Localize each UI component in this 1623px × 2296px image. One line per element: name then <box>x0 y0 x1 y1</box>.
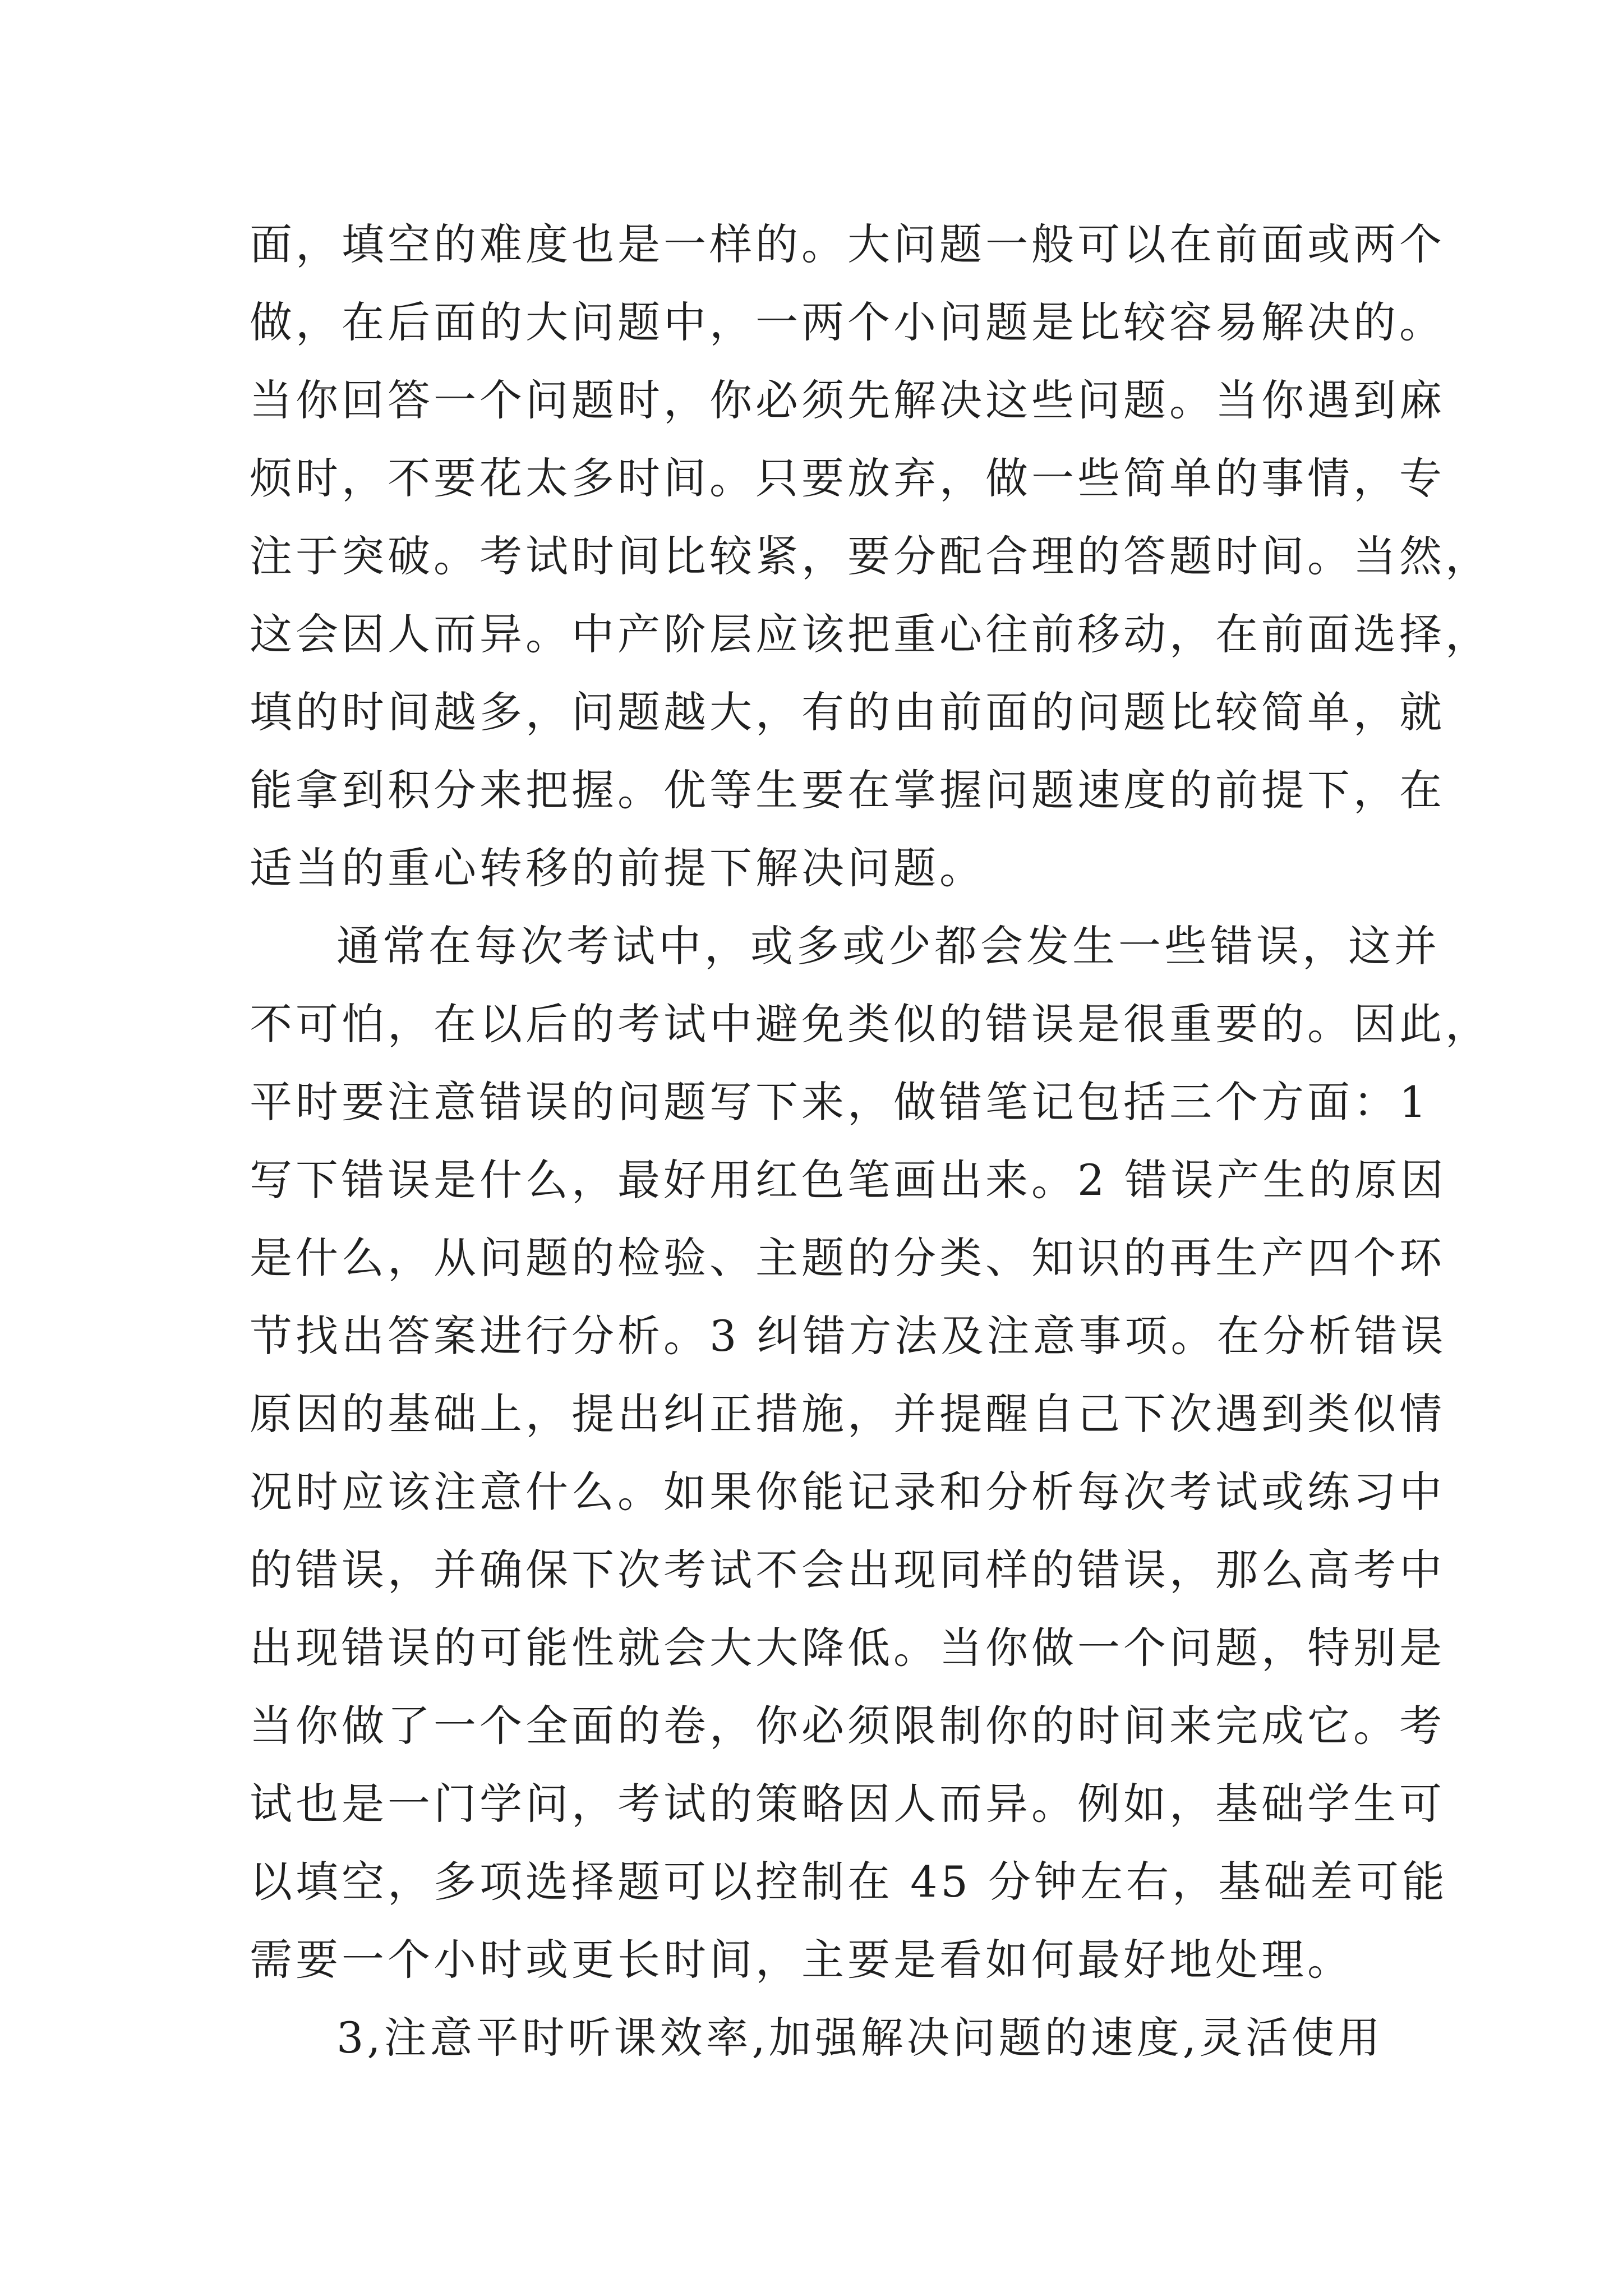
paragraph-1-line-1: 面，填空的难度也是一样的。大问题一般可以在前面或两个 <box>250 219 1445 269</box>
paragraph-1-line-3: 当你回答一个问题时，你必须先解决这些问题。当你遇到麻 <box>250 375 1445 425</box>
paragraph-2-line-9: 的错误，并确保下次考试不会出现同样的错误，那么高考中 <box>250 1545 1445 1595</box>
paragraph-2-line-11: 当你做了一个全面的卷，你必须限制你的时间来完成它。考 <box>250 1701 1445 1751</box>
paragraph-2-line-10: 出现错误的可能性就会大大降低。当你做一个问题，特别是 <box>250 1623 1445 1673</box>
paragraph-1-line-6: 这会因人而异。中产阶层应该把重心往前移动，在前面选择， <box>250 609 1491 659</box>
paragraph-2-line-6: 节找出答案进行分析。3 纠错方法及注意事项。在分析错误 <box>250 1311 1447 1361</box>
paragraph-2-line-2: 不可怕，在以后的考试中避免类似的错误是很重要的。因此， <box>250 999 1491 1049</box>
paragraph-2-line-13: 以填空，多项选择题可以控制在 45 分钟左右，基础差可能 <box>250 1857 1449 1907</box>
paragraph-2-line-8: 况时应该注意什么。如果你能记录和分析每次考试或练习中 <box>250 1467 1445 1517</box>
paragraph-2-line-12: 试也是一门学问，考试的策略因人而异。例如，基础学生可 <box>250 1779 1445 1829</box>
paragraph-2-line-4: 写下错误是什么，最好用红色笔画出来。2 错误产生的原因 <box>250 1155 1447 1205</box>
paragraph-1-line-5: 注于突破。考试时间比较紧，要分配合理的答题时间。当然， <box>250 531 1491 581</box>
paragraph-2-line-14: 需要一个小时或更长时间，主要是看如何最好地处理。 <box>250 1935 1353 1985</box>
paragraph-1-line-2: 做，在后面的大问题中，一两个小问题是比较容易解决的。 <box>250 297 1445 347</box>
paragraph-1-line-9: 适当的重心转移的前提下解决问题。 <box>250 843 985 893</box>
paragraph-2-line-3: 平时要注意错误的问题写下来，做错笔记包括三个方面：1 <box>250 1077 1430 1127</box>
paragraph-1-line-8: 能拿到积分来把握。优等生要在掌握问题速度的前提下，在 <box>250 765 1445 815</box>
section-heading-3: 3,注意平时听课效率,加强解决问题的速度,灵活使用 <box>336 2013 1384 2063</box>
paragraph-2-line-1: 通常在每次考试中，或多或少都会发生一些错误，这并 <box>336 921 1440 971</box>
paragraph-1-line-7: 填的时间越多，问题越大，有的由前面的问题比较简单，就 <box>250 687 1445 737</box>
paragraph-2-line-5: 是什么，从问题的检验、主题的分类、知识的再生产四个环 <box>250 1233 1445 1283</box>
paragraph-1-line-4: 烦时，不要花太多时间。只要放弃，做一些简单的事情，专 <box>250 453 1445 503</box>
paragraph-2-line-7: 原因的基础上，提出纠正措施，并提醒自己下次遇到类似情 <box>250 1389 1445 1439</box>
